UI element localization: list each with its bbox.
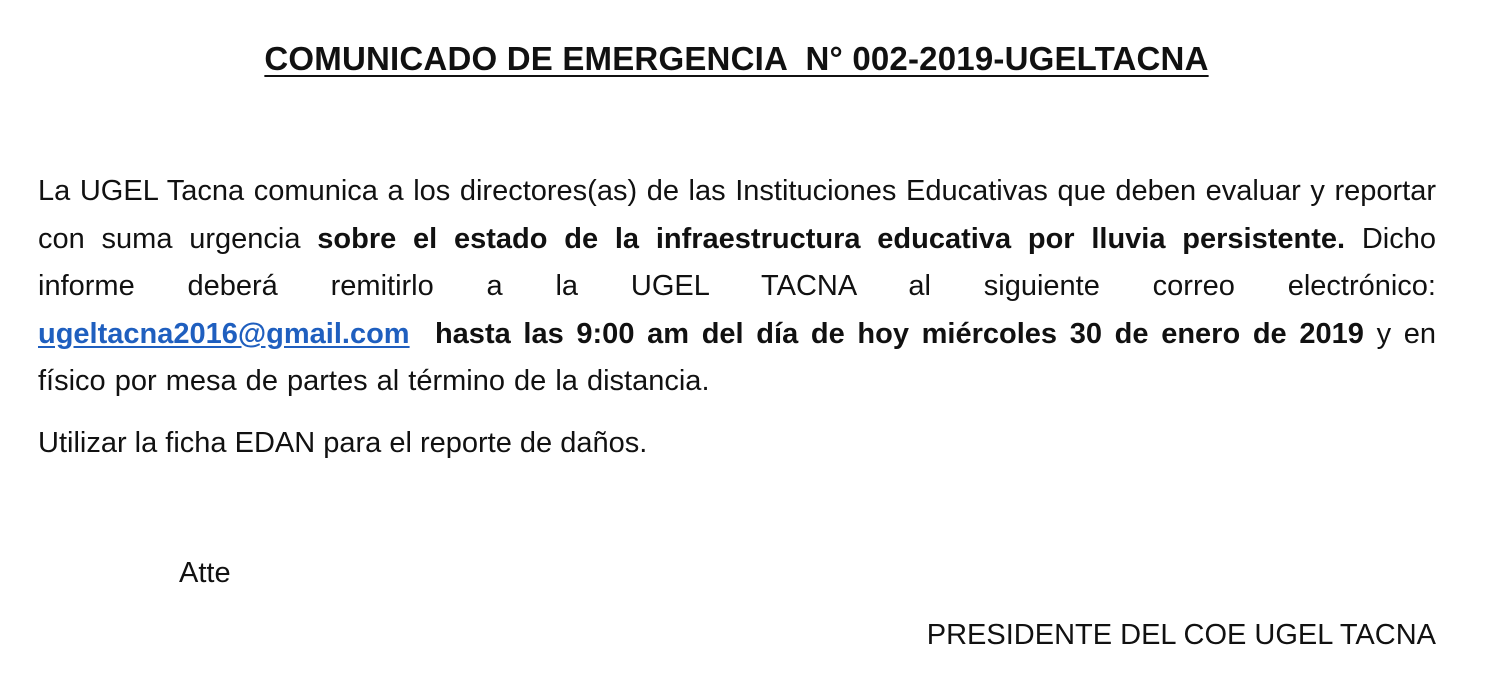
paragraph-bold-2: hasta las 9:00 am del día de hoy miércoles 30 de enero de 2019: [434, 317, 1364, 350]
closing-text: Atte: [179, 557, 231, 589]
main-paragraph: [38, 168, 1436, 406]
paragraph-text-2: Dicho informe deberá remitirlo a la UGEL TACNA al siguiente correo electrónico:: [38, 222, 1436, 302]
email-link[interactable]: ugeltacna2016@gmail.com: [38, 317, 410, 350]
paragraph-text-1: La UGEL Tacna comunica a los directores(as) de las Instituciones Educativas que deben evaluar y reportar con suma urgencia: [38, 175, 1436, 255]
signature-line: PRESIDENTE DEL COE UGEL TACNA: [926, 619, 1436, 651]
paragraph-text-3: y en físico por mesa de partes al término de la distancia.: [38, 317, 1437, 397]
paragraph-bold-1: sobre el estado de la infraestructura educativa por lluvia persistente.: [317, 222, 1346, 255]
document-title: COMUNICADO DE EMERGENCIA N° 002-2019-UGELTACNA: [264, 40, 1209, 77]
instruction-paragraph: Utilizar la ficha EDAN para el reporte de daños.: [38, 427, 648, 459]
